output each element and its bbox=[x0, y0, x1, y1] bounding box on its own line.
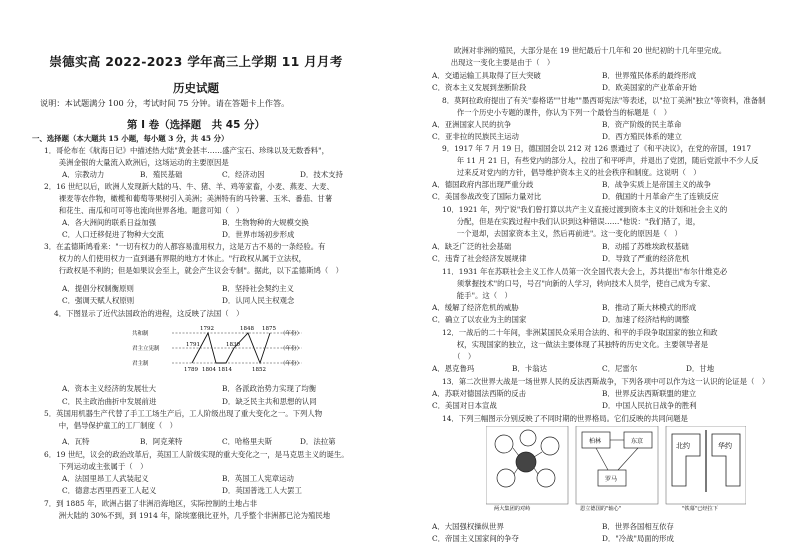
question-line: 13．第二次世界大战是一场世界人民的反法西斯战争，下列各项中可以作为这一认识的论证是（ ） bbox=[442, 377, 770, 386]
option: D．加速了经济结构的调整 bbox=[602, 315, 690, 324]
option: B．殖民基础 bbox=[140, 170, 183, 179]
question-line: 裸麦等农作物，橄榄和葡萄等果树引入美洲；美洲特有的马铃薯、玉米、番茄、甘薯 bbox=[44, 194, 333, 203]
timeline-label: 君主立宪制 bbox=[132, 346, 160, 352]
option: D．中国人民抗日战争的胜利 bbox=[602, 401, 697, 410]
option: C．帝国主义国家间的争夺 bbox=[432, 534, 519, 543]
question-line: 12．一战后的二十年间，非洲某国民众采用合法的、和平的手段争取国家的独立和政 bbox=[442, 328, 718, 337]
subject-title: 历史试题 bbox=[173, 81, 219, 95]
question-line: 5．英国用机器生产代替了手工工场生产后，工人阶级出现了重大变化之一。下列人物 bbox=[44, 409, 323, 418]
option: B．英国工人宪章运动 bbox=[222, 474, 294, 483]
option: C．德意志西里西亚工人起义 bbox=[62, 486, 157, 495]
timeline-year: 1804 bbox=[202, 367, 216, 373]
panel-axis bbox=[576, 426, 658, 504]
left-column bbox=[0, 0, 392, 560]
option: B．世界各国相互依存 bbox=[602, 522, 674, 531]
panel-iron-curtain bbox=[666, 426, 746, 504]
option: C．美国对日本宣战 bbox=[432, 401, 497, 410]
option: A．各大洲间的联系日益加强 bbox=[62, 218, 157, 227]
question-line: 作一个历史小专题的课件，你认为下列一个最恰当的标题是（ ） bbox=[442, 108, 672, 117]
bloc-label: 北约 bbox=[676, 442, 690, 450]
city-label: 罗马 bbox=[605, 476, 618, 483]
option: D．认同人民主权观念 bbox=[222, 296, 295, 305]
question-line: 3．在孟德斯鸠看来："一切有权力的人都容易滥用权力，这是万古不易的一条经验。有 bbox=[44, 242, 326, 251]
timeline-year: 1814 bbox=[218, 367, 232, 373]
timeline-unit: （年份） bbox=[280, 361, 303, 367]
timeline-year: 1789 bbox=[184, 367, 198, 373]
question-line: 年 11 月 21 日，有些党内的部分人，拉出了和平呼声，并退出了党团，随后党派中不少人反 bbox=[442, 156, 759, 165]
option: A．交通运输工具取得了巨大突破 bbox=[432, 71, 541, 80]
timeline-year: 1830 bbox=[226, 342, 240, 348]
question-line: 须掌握技术"的口号，号召"向新的人学习，转向技术人员学，使自己成为专家、 bbox=[442, 279, 715, 288]
timeline-label: 君主制 bbox=[132, 361, 149, 367]
option: D．俄国的十月革命产生了连锁反应 bbox=[602, 192, 719, 201]
question-line: 8．莫阿拉政府提出了有关"泰格诺""甘地""墨西哥宪法"等表述，以"拉丁美洲"独立"等资料，准备制 bbox=[442, 96, 766, 105]
option: D．甘地 bbox=[686, 364, 715, 373]
timeline-year: 1792 bbox=[200, 326, 214, 332]
option: A．法国里昂工人武装起义 bbox=[62, 474, 149, 483]
city-label: 柏林 bbox=[589, 438, 602, 445]
regime-timeline-diagram bbox=[130, 323, 310, 373]
figure-caption: 两大集团的对峙 bbox=[494, 506, 531, 511]
option: C．美国参战改变了国际力量对比 bbox=[432, 192, 542, 201]
world-pattern-figure bbox=[486, 426, 746, 511]
option: C．强调天赋人权原则 bbox=[62, 296, 135, 305]
figure-caption: 恩立德国的"轴心" bbox=[580, 506, 622, 511]
option: B．生物物种的大规模交换 bbox=[222, 218, 309, 227]
question-line: 一个退却，去国家资本主义，然后再前进"。这一变化的原因是（ ） bbox=[442, 229, 682, 238]
option: A．资本主义经济的发展壮大 bbox=[62, 384, 157, 393]
option: B．世界反法西斯联盟的建立 bbox=[602, 389, 697, 398]
option: A．宗教动力 bbox=[62, 170, 105, 179]
question-line: 欧洲对非洲的殖民，大部分是在 19 世纪最后十几年和 20 世纪初的十几年里完成。 bbox=[454, 46, 727, 55]
option: D．英国普选工人大罢工 bbox=[222, 486, 302, 495]
instructions: 说明：本试题满分 100 分，考试时间 75 分钟。请在答题卡上作答。 bbox=[40, 98, 290, 108]
option: B．战争实质上是帝国主义的战争 bbox=[602, 180, 711, 189]
option: D．欧美国家的产业革命开始 bbox=[602, 83, 697, 92]
question-line: 中，倡导保护童工的工厂制度（ ） bbox=[44, 421, 178, 430]
option: B．资产阶级的民主革命 bbox=[602, 120, 682, 129]
option: C．哈格里夫斯 bbox=[222, 437, 272, 446]
question-line: 出现这一变化主要是由于（ ） bbox=[436, 58, 555, 67]
city-label: 东京 bbox=[631, 438, 644, 445]
timeline-label: 共和制 bbox=[132, 331, 149, 337]
option: B．阿克莱特 bbox=[140, 437, 183, 446]
option: D．世界市场初步形成 bbox=[222, 230, 295, 239]
question-line: 分配，但是在实践过程中我们认识到这种错误……"他说："我们错了，退， bbox=[442, 217, 701, 226]
bloc-label: 华约 bbox=[718, 442, 732, 450]
question-line: 10．1921 年，列宁说"我们曾打算以共产主义直接过渡到资本主义的计划和社会主义的 bbox=[442, 205, 728, 214]
question-line: 14．下列三幅图示分别反映了不同时期的世界格局。它们反映的共同问题是 bbox=[442, 414, 688, 423]
option: A．缓解了经济危机的威胁 bbox=[432, 303, 519, 312]
option: A．提倡分权制衡原则 bbox=[62, 284, 134, 293]
question-line: 6．19 世纪，议会的政治改革后，英国工人阶级实现的重大变化之一，是马克思主义的诞生。 bbox=[44, 450, 349, 459]
question-line: 9．1917 年 7 月 19 日，德国国会以 212 对 126 票通过了《和平决议》，在党的帝国，1917 bbox=[442, 144, 752, 153]
option: C．人口迁移促进了物种大交流 bbox=[62, 230, 164, 239]
question-line: （ ） bbox=[442, 352, 476, 361]
question-line: 行政权是不利的；但是如果议会至上，就会产生议会专制"。据此，以下孟德斯鸠（ ） bbox=[44, 266, 344, 275]
option: A．亚洲国家人民的抗争 bbox=[432, 120, 512, 129]
part-title: 第 I 卷（选择题 共 45 分） bbox=[126, 119, 266, 131]
panel-alliances bbox=[486, 426, 568, 504]
option: A．德国政府内部出现严重分歧 bbox=[432, 180, 534, 189]
option: C．尼雷尔 bbox=[602, 364, 638, 373]
option: D．技术支持 bbox=[300, 170, 343, 179]
option: C．资本主义发展到垄断阶段 bbox=[432, 83, 527, 92]
timeline-unit: （年份） bbox=[280, 331, 303, 337]
option: B．卡翁达 bbox=[512, 364, 547, 373]
option: C．亚非拉的民族民主运动 bbox=[432, 132, 519, 141]
exam-title: 崇德实高 2022-2023 学年高三上学期 11 月月考 bbox=[49, 54, 343, 69]
option: D．缺乏民主共和思想的认同 bbox=[222, 397, 317, 406]
question-line: 权，实现国家的独立，这一做法主要体现了其独特的历史文化。主要领导者是 bbox=[442, 340, 709, 349]
option: A．瓦特 bbox=[62, 437, 90, 446]
question-line: 洲大陆的 30%不到，到 1914 年，除埃塞俄比亚外，几乎整个非洲都已沦为殖民地 bbox=[44, 511, 331, 520]
question-line: 能手"。这（ ） bbox=[442, 291, 512, 300]
question-line: 7．到 1885 年，欧洲占据了非洲沿海地区，实际控制的土地占非 bbox=[44, 499, 257, 508]
timeline-year: 1852 bbox=[252, 367, 266, 373]
timeline-year: 1848 bbox=[240, 326, 254, 332]
timeline-year: 1875 bbox=[262, 326, 276, 332]
option: D．法拉第 bbox=[300, 437, 336, 446]
option: B．世界殖民体系的最终形成 bbox=[602, 71, 697, 80]
timeline-year: 1791 bbox=[186, 342, 200, 348]
option: B．各派政治势力实现了均衡 bbox=[222, 384, 317, 393]
option: A．恩克鲁玛 bbox=[432, 364, 475, 373]
timeline-unit: （年份） bbox=[280, 346, 303, 352]
question-line: 下列运动或主张属于（ ） bbox=[44, 462, 148, 471]
option: C．确立了以农业为主的国家 bbox=[432, 315, 527, 324]
question-line: 和花生、南瓜和可可等也流向世界各地。题意可知（ ） bbox=[44, 206, 244, 215]
option: B．坚持社会契约主义 bbox=[222, 284, 294, 293]
option: C．经济动因 bbox=[222, 170, 265, 179]
option: B．动摇了苏维埃政权基础 bbox=[602, 242, 689, 251]
option: A．大国强权操纵世界 bbox=[432, 522, 504, 531]
section-heading: 一、选择题（本大题共 15 小题，每小题 3 分，共 45 分） bbox=[32, 134, 229, 143]
question-line: 美洲金银的大量流入欧洲后，这场运动的主要原因是 bbox=[44, 158, 229, 167]
option: A．缺乏广泛的社会基础 bbox=[432, 242, 512, 251]
figure-caption: "铁幕"已经拉下 bbox=[682, 506, 718, 511]
option: C．民主政治曲折中发展前进 bbox=[62, 397, 157, 406]
option: D．西方殖民体系的建立 bbox=[602, 132, 682, 141]
option: D．"冷战"局面的形成 bbox=[602, 534, 674, 543]
question-line: 2．16 世纪以后，欧洲人发现新大陆的马、牛、猪、羊、鸡等家畜，小麦、燕麦、大麦、 bbox=[44, 182, 334, 191]
question-line: 1．哥伦布在《航海日记》中描述热大陆"黄金甚丰……盛产宝石、珍珠以及无数香料"， bbox=[44, 146, 329, 155]
question-line: 4．下图显示了近代法国政治的进程，这反映了法国（ ） bbox=[54, 309, 244, 318]
question-line: 过来反对党内的方针，倡导维护资本主义的社会秩序和制度。这说明（ ） bbox=[442, 168, 701, 177]
option: A．苏联对德国法西斯的反击 bbox=[432, 389, 527, 398]
question-line: 11．1931 年在苏联社会主义工作人员第一次全国代表大会上，苏共提出"布尔什维克必 bbox=[442, 267, 728, 276]
option: B．推动了斯大林模式的形成 bbox=[602, 303, 697, 312]
option: C．违背了社会经济发展规律 bbox=[432, 254, 527, 263]
option: D．导致了严重的经济危机 bbox=[602, 254, 690, 263]
question-line: 权力的人们使用权力一直到遇有界限的地方才休止。"行政权从属于立法权， bbox=[44, 254, 307, 263]
